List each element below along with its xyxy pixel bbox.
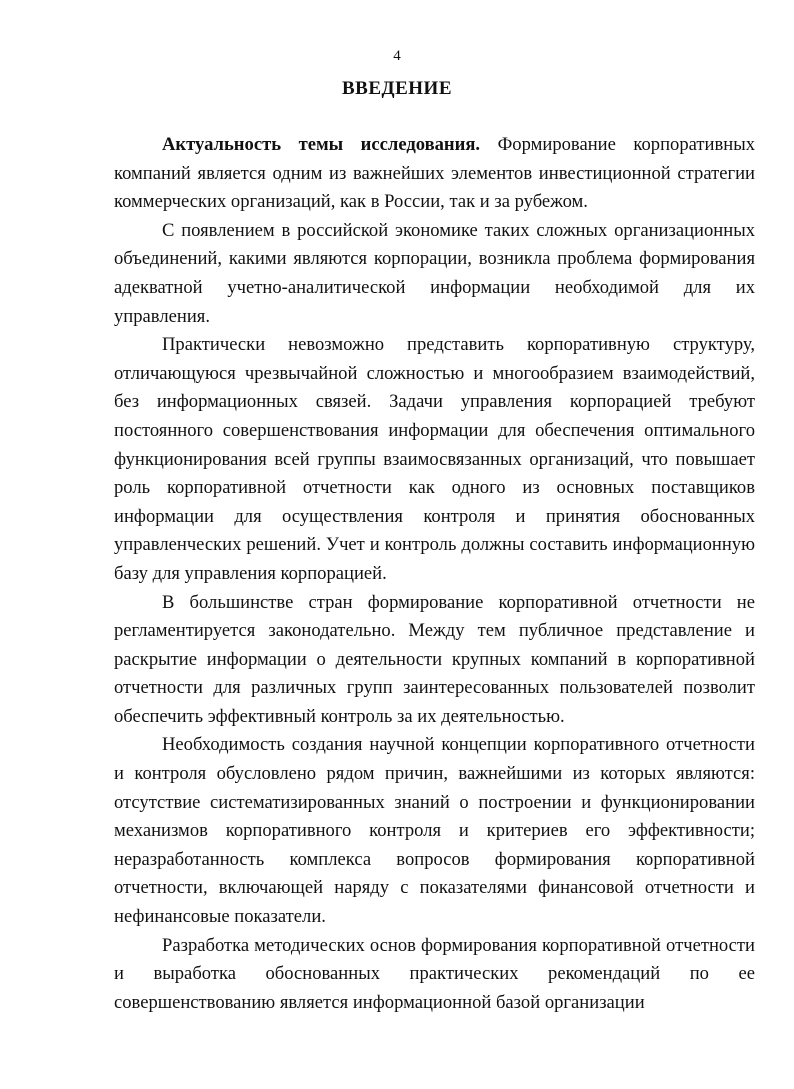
paragraph [114,589,755,732]
paragraph [114,131,755,217]
paragraph-text: В большинстве стран формирование корпоративной отчетности не регламентируется законодательно. Между тем публичное представление и раскрытие информации о деятельности крупных компаний в корпоративной отчетности для различных групп заинтересованных пользователей позволит обеспечить эффективный контроль за их деятельностью. [114,591,755,727]
paragraph-text: Разработка методических основ формирования корпоративной отчетности и выработка обоснованных практических рекомендаций по ее совершенствованию является информационной базой организации [114,934,755,1013]
body-text [114,131,755,1017]
section-heading: ВВЕДЕНИЕ [342,78,452,99]
paragraph-lead: Актуальность темы исследования. [162,134,481,155]
paragraph-text: Формирование корпоративных компаний является одним из важнейших элементов инвестиционной стратегии коммерческих организаций, как в России, так и за рубежом. [114,134,755,213]
paragraph [114,217,755,331]
paragraph [114,331,755,588]
paragraph-text: С появлением в российской экономике таких сложных организационных объединений, какими являются корпорации, возникла проблема формирования адекватной учетно-аналитической информации необходимой для их управления. [114,219,755,327]
paragraph-text: Практически невозможно представить корпоративную структуру, отличающуюся чрезвычайной сложностью и многообразием взаимодействий, без информационных связей. Задачи управления корпорацией требуют постоянного совершенствования информации для обеспечения оптимального функционирования всей группы взаимосвязанных организаций, что повышает роль корпоративной отчетности как одного из основных поставщиков информации для осуществления контроля и принятия обоснованных управленческих решений. Учет и контроль должны составить информационную базу для управления корпорацией. [114,334,755,584]
paragraph-text: Необходимость создания научной концепции корпоративного отчетности и контроля обусловлено рядом причин, важнейшими из которых являются: отсутствие систематизированных знаний о построении и функционировании механизмов корпоративного контроля и критериев его эффективности; неразработанность комплекса вопросов формирования корпоративной отчетности, включающей наряду с показателями финансовой отчетности и нефинансовые показатели. [114,734,755,928]
paragraph [114,932,755,1018]
page-number: 4 [393,48,401,64]
paragraph [114,731,755,931]
